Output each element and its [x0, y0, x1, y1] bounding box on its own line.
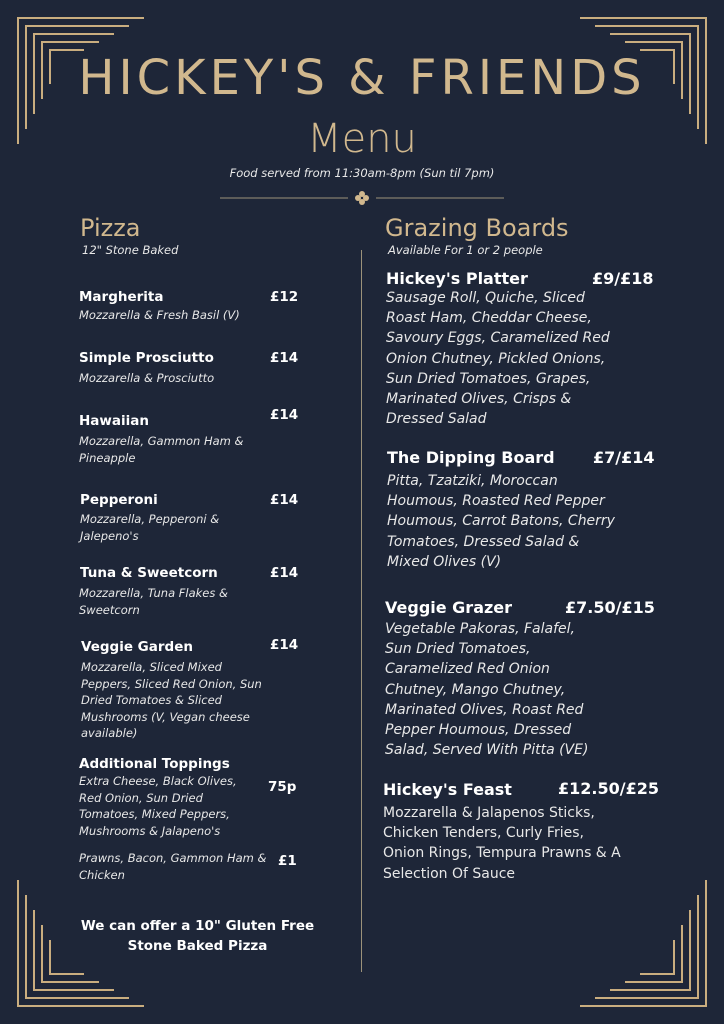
- pizza-item-price: £14: [270, 637, 299, 653]
- toppings-title: Additional Toppings: [79, 756, 230, 772]
- grazing-section-title: Grazing Boards: [385, 214, 569, 242]
- grazing-item-desc: Sausage Roll, Quiche, Sliced Roast Ham, Cheddar Cheese, Savoury Eggs, Caramelized Red Onion Chutney, Pickled Onions, Sun Dried Tomatoes, Grapes, Marinated Olives, Crisps & Dressed Salad: [386, 290, 610, 428]
- pizza-item-desc: Mozzarella & Fresh Basil (V): [79, 308, 240, 322]
- pizza-item-name: Simple Prosciutto: [79, 350, 214, 366]
- pizza-section-title: Pizza: [80, 214, 141, 242]
- brand-title: HICKEY'S & FRIENDS: [78, 50, 646, 106]
- grazing-item-desc: Vegetable Pakoras, Falafel, Sun Dried Tomatoes, Caramelized Red Onion Chutney, Mango Chutney, Marinated Olives, Roast Red Pepper Houmous, Dressed Salad, Served With Pitta (VE): [385, 621, 589, 759]
- pizza-item-price: £14: [270, 407, 299, 423]
- pizza-item-name: Veggie Garden: [81, 639, 193, 655]
- pizza-item-name: Pepperoni: [80, 492, 158, 508]
- pizza-item-desc: Mozzarella, Gammon Ham & Pineapple: [79, 434, 244, 465]
- gluten-free-note: We can offer a 10" Gluten Free Stone Baked Pizza: [80, 918, 315, 954]
- grazing-item-name: Veggie Grazer: [385, 598, 513, 617]
- grazing-item-price: £7.50/£15: [565, 598, 655, 617]
- corner-ornament-bottom-right-icon: [580, 880, 710, 1010]
- header-divider-icon: [220, 190, 504, 206]
- pizza-item-desc: Mozzarella, Pepperoni & Jalepeno's: [80, 512, 220, 543]
- pizza-item-price: £14: [270, 492, 299, 508]
- column-divider: [361, 250, 362, 972]
- grazing-item-price: £7/£14: [593, 448, 655, 467]
- toppings-price: £1: [278, 853, 297, 869]
- pizza-item-desc: Mozzarella & Prosciutto: [79, 371, 215, 385]
- menu-heading: Menu: [307, 116, 417, 162]
- grazing-item-price: £9/£18: [592, 269, 654, 288]
- grazing-item-name: Hickey's Feast: [383, 780, 512, 799]
- grazing-item-name: The Dipping Board: [387, 448, 555, 467]
- toppings-price: 75p: [268, 779, 297, 795]
- pizza-section-subtitle: 12" Stone Baked: [82, 243, 179, 257]
- pizza-item-desc: Mozzarella, Sliced Mixed Peppers, Sliced Red Onion, Sun Dried Tomatoes & Sliced Mushrooms (V, Vegan cheese available): [81, 660, 262, 740]
- toppings-list: Prawns, Bacon, Gammon Ham & Chicken: [79, 851, 267, 882]
- pizza-item-desc: Mozzarella, Tuna Flakes & Sweetcorn: [79, 586, 228, 617]
- pizza-item-name: Margherita: [79, 289, 164, 305]
- grazing-item-desc: Pitta, Tzatziki, Moroccan Houmous, Roasted Red Pepper Houmous, Carrot Batons, Cherry Tomatoes, Dressed Salad & Mixed Olives (V): [387, 473, 615, 570]
- serving-hours: Food served from 11:30am-8pm (Sun til 7pm): [229, 166, 495, 180]
- toppings-list: Extra Cheese, Black Olives, Red Onion, Sun Dried Tomatoes, Mixed Peppers, Mushrooms & Jalapeno's: [79, 774, 237, 838]
- pizza-item-price: £14: [270, 350, 299, 366]
- pizza-item-price: £12: [270, 289, 299, 305]
- grazing-section-subtitle: Available For 1 or 2 people: [388, 243, 543, 257]
- grazing-item-name: Hickey's Platter: [386, 269, 528, 288]
- pizza-item-name: Tuna & Sweetcorn: [80, 565, 218, 581]
- pizza-item-name: Hawaiian: [79, 413, 149, 429]
- grazing-item-desc: Mozzarella & Jalapenos Sticks, Chicken Tenders, Curly Fries, Onion Rings, Tempura Prawns & A Selection Of Sauce: [383, 805, 621, 882]
- pizza-item-price: £14: [270, 565, 299, 581]
- grazing-item-price: £12.50/£25: [558, 779, 659, 798]
